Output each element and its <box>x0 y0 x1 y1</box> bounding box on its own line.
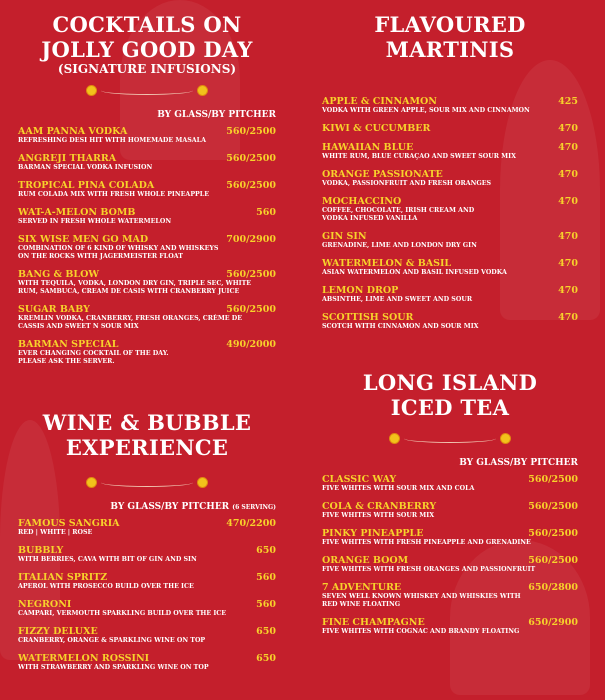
item-description: APEROL WITH PROSECCO BUILD OVER THE ICE <box>18 583 194 590</box>
section-subtitle: (SIGNATURE INFUSIONS) <box>57 62 237 76</box>
item-description: WITH TEQUILA, VODKA, LONDON DRY GIN, TRIPLE SEC, WHITE RUM, SAMBUCA, CREAM DE CASIS WITH CRANBERRY JUICE <box>18 280 252 295</box>
item-price: 560/2500 <box>226 126 276 137</box>
item-description: RUM COLADA MIX WITH FRESH WHOLE PINEAPPLE <box>18 191 210 198</box>
item-list <box>18 126 276 366</box>
item-name: FINE CHAMPAGNE <box>322 617 425 628</box>
item-description: KREMLIN VODKA, CRANBERRY, FRESH ORANGES, CRÈME DE CASSIS AND SWEET N SOUR MIX <box>18 315 243 330</box>
item-row <box>18 207 276 218</box>
item-list <box>322 474 578 636</box>
menu-item <box>18 572 276 591</box>
item-row <box>322 258 578 269</box>
item-name: AAM PANNA VODKA <box>18 126 128 137</box>
menu-item <box>18 207 276 226</box>
item-row <box>322 196 578 207</box>
item-price: 650 <box>256 653 276 664</box>
item-price: 650/2800 <box>528 582 578 593</box>
item-price: 470 <box>558 142 578 153</box>
menu-item <box>18 653 276 672</box>
item-row <box>18 653 276 664</box>
item-price: 560/2500 <box>226 304 276 315</box>
section-title: LONG ISLAND <box>362 370 538 395</box>
item-description: CAMPARI, VERMOUTH SPARKLING BUILD OVER THE ICE <box>18 610 227 617</box>
item-name: WAT-A-MELON BOMB <box>18 207 136 218</box>
item-price: 560/2500 <box>226 269 276 280</box>
item-name: BUBBLY <box>18 545 64 556</box>
menu-item <box>18 153 276 172</box>
item-description: COMBINATION OF 6 KIND OF WHISKY AND WHISKEYS ON THE ROCKS WITH JAGERMEISTER FLOAT <box>18 245 219 260</box>
section-title: MARTINIS <box>385 37 515 62</box>
section-title: WINE & BUBBLE <box>42 410 252 435</box>
item-name: PINKY PINEAPPLE <box>322 528 424 539</box>
menu-item <box>322 501 578 520</box>
menu-item <box>322 196 578 223</box>
item-description: FIVE WHITES WITH FRESH ORANGES AND PASSIONFRUIT <box>322 566 536 573</box>
item-description: FIVE WHITES WITH COGNAC AND BRANDY FLOATING <box>322 628 520 635</box>
price-header: BY GLASS/BY PITCHER <box>157 110 276 120</box>
item-price: 560 <box>256 207 276 218</box>
item-price: 560/2500 <box>226 153 276 164</box>
item-name: TROPICAL PINA COLADA <box>18 180 155 191</box>
item-name: KIWI & CUCUMBER <box>322 123 431 134</box>
item-name: SUGAR BABY <box>18 304 90 315</box>
item-name: 7 ADVENTURE <box>322 582 402 593</box>
menu-item <box>322 258 578 277</box>
cocktails-section <box>18 0 276 366</box>
section-title: FLAVOURED <box>374 12 526 37</box>
price-header: BY GLASS/BY PITCHER <box>459 458 578 468</box>
item-row <box>322 142 578 153</box>
menu-item <box>322 169 578 188</box>
menu-item <box>322 474 578 493</box>
item-price: 470 <box>558 312 578 323</box>
item-name: COLA & CRANBERRY <box>322 501 437 512</box>
serving-note: (6 SERVING) <box>232 504 276 511</box>
item-row <box>322 169 578 180</box>
item-list <box>322 96 578 331</box>
item-row <box>18 545 276 556</box>
item-name: ITALIAN SPRITZ <box>18 572 108 583</box>
item-row <box>18 153 276 164</box>
menu-item <box>18 626 276 645</box>
item-row <box>18 126 276 137</box>
item-row <box>322 285 578 296</box>
item-name: HAWAIIAN BLUE <box>322 142 414 153</box>
menu-item <box>18 518 276 537</box>
item-name: WATERMELON ROSSINI <box>18 653 150 664</box>
item-price: 470 <box>558 169 578 180</box>
section-title: JOLLY GOOD DAY <box>41 37 253 62</box>
menu-item <box>322 617 578 636</box>
item-row <box>322 617 578 628</box>
item-row <box>322 96 578 107</box>
item-name: ORANGE PASSIONATE <box>322 169 443 180</box>
item-row <box>18 518 276 529</box>
menu-item <box>18 304 276 331</box>
item-row <box>18 269 276 280</box>
martinis-section <box>322 0 578 331</box>
item-price: 425 <box>558 96 578 107</box>
item-description: FIVE WHITES WITH SOUR MIX AND COLA <box>322 485 475 492</box>
menu-item <box>18 545 276 564</box>
item-name: NEGRONI <box>18 599 72 610</box>
right-column <box>322 0 578 635</box>
menu-item <box>18 599 276 618</box>
item-row <box>18 180 276 191</box>
item-price: 560/2500 <box>528 474 578 485</box>
menu-item <box>322 142 578 161</box>
item-price: 470 <box>558 285 578 296</box>
item-description: COFFEE, CHOCOLATE, IRISH CREAM AND VODKA INFUSED VANILLA <box>322 207 475 222</box>
floral-ornament-icon <box>18 474 276 490</box>
item-description: FIVE WHITES WITH SOUR MIX <box>322 512 435 519</box>
item-row <box>322 231 578 242</box>
menu-item <box>18 180 276 199</box>
item-price: 470 <box>558 123 578 134</box>
section-title: ICED TEA <box>390 395 510 420</box>
item-price: 560/2500 <box>226 180 276 191</box>
item-row <box>322 528 578 539</box>
item-list <box>18 518 276 672</box>
item-name: FAMOUS SANGRIA <box>18 518 120 529</box>
item-price: 490/2000 <box>226 339 276 350</box>
menu-item <box>322 96 578 115</box>
menu-item <box>322 285 578 304</box>
item-name: ANGREJI THARRA <box>18 153 117 164</box>
item-description: SERVED IN FRESH WHOLE WATERMELON <box>18 218 172 225</box>
item-price: 650 <box>256 626 276 637</box>
item-price: 560 <box>256 599 276 610</box>
item-name: MOCHACCINO <box>322 196 402 207</box>
item-price: 650/2900 <box>528 617 578 628</box>
item-name: WATERMELON & BASIL <box>322 258 452 269</box>
menu-item <box>322 231 578 250</box>
item-description: ABSINTHE, LIME AND SWEET AND SOUR <box>322 296 473 303</box>
item-name: SCOTTISH SOUR <box>322 312 414 323</box>
item-price: 700/2900 <box>226 234 276 245</box>
item-description: BARMAN SPECIAL VODKA INFUSION <box>18 164 153 171</box>
menu-item <box>322 528 578 547</box>
menu-item <box>18 126 276 145</box>
item-row <box>18 304 276 315</box>
item-row <box>18 599 276 610</box>
item-row <box>322 555 578 566</box>
item-row <box>18 572 276 583</box>
item-row <box>322 123 578 134</box>
item-name: ORANGE BOOM <box>322 555 409 566</box>
item-description: SCOTCH WITH CINNAMON AND SOUR MIX <box>322 323 479 330</box>
item-row <box>322 312 578 323</box>
item-name: GIN SIN <box>322 231 367 242</box>
price-header-label: BY GLASS/BY PITCHER <box>110 502 230 512</box>
item-row <box>322 582 578 593</box>
item-name: FIZZY DELUXE <box>18 626 98 637</box>
menu-item <box>322 555 578 574</box>
item-description: VODKA, PASSIONFRUIT AND FRESH ORANGES <box>322 180 492 187</box>
floral-ornament-icon <box>322 430 578 446</box>
menu-item <box>322 312 578 331</box>
item-name: CLASSIC WAY <box>322 474 397 485</box>
menu-item <box>322 582 578 609</box>
item-name: SIX WISE MEN GO MAD <box>18 234 149 245</box>
menu-item <box>18 269 276 296</box>
item-price: 560/2500 <box>528 501 578 512</box>
item-description: FIVE WHITES WITH FRESH PINEAPPLE AND GRENADINE <box>322 539 531 546</box>
section-title: EXPERIENCE <box>65 435 229 460</box>
menu-item <box>18 234 276 261</box>
item-row <box>322 474 578 485</box>
item-description: WHITE RUM, BLUE CURAÇAO AND SWEET SOUR MIX <box>322 153 516 160</box>
item-description: WITH STRAWBERRY AND SPARKLING WINE ON TOP <box>18 664 209 671</box>
item-row <box>18 234 276 245</box>
item-description: RED | WHITE | ROSE <box>18 529 93 536</box>
item-description: ASIAN WATERMELON AND BASIL INFUSED VODKA <box>322 269 507 276</box>
menu-item <box>322 123 578 134</box>
item-price: 650 <box>256 545 276 556</box>
item-price: 470 <box>558 231 578 242</box>
item-name: LEMON DROP <box>322 285 399 296</box>
item-price: 560/2500 <box>528 528 578 539</box>
item-description: REFRESHING DESI HIT WITH HOMEMADE MASALA <box>18 137 206 144</box>
item-name: BANG & BLOW <box>18 269 100 280</box>
wine-section <box>18 410 276 680</box>
item-price: 470/2200 <box>226 518 276 529</box>
section-title: COCKTAILS ON <box>52 12 242 37</box>
item-row <box>18 339 276 350</box>
menu-item <box>18 339 276 366</box>
item-description: SEVEN WELL KNOWN WHISKEY AND WHISKIES WITH RED WINE FLOATING <box>322 593 521 608</box>
item-price: 470 <box>558 258 578 269</box>
item-description: WITH BERRIES, CAVA WITH BIT OF GIN AND SIN <box>18 556 197 563</box>
left-column <box>18 0 276 671</box>
item-row <box>18 626 276 637</box>
floral-ornament-icon <box>18 82 276 98</box>
item-description: CRANBERRY, ORANGE & SPARKLING WINE ON TOP <box>18 637 206 644</box>
item-row <box>322 501 578 512</box>
item-price: 560/2500 <box>528 555 578 566</box>
item-description: VODKA WITH GREEN APPLE, SOUR MIX AND CINNAMON <box>322 107 530 114</box>
long-island-section <box>322 370 578 644</box>
item-price: 470 <box>558 196 578 207</box>
item-description: EVER CHANGING COCKTAIL OF THE DAY. PLEASE ASK THE SERVER. <box>18 350 169 365</box>
item-name: BARMAN SPECIAL <box>18 339 119 350</box>
item-price: 560 <box>256 572 276 583</box>
price-header <box>18 502 276 512</box>
item-name: APPLE & CINNAMON <box>322 96 437 107</box>
item-description: GRENADINE, LIME AND LONDON DRY GIN <box>322 242 477 249</box>
